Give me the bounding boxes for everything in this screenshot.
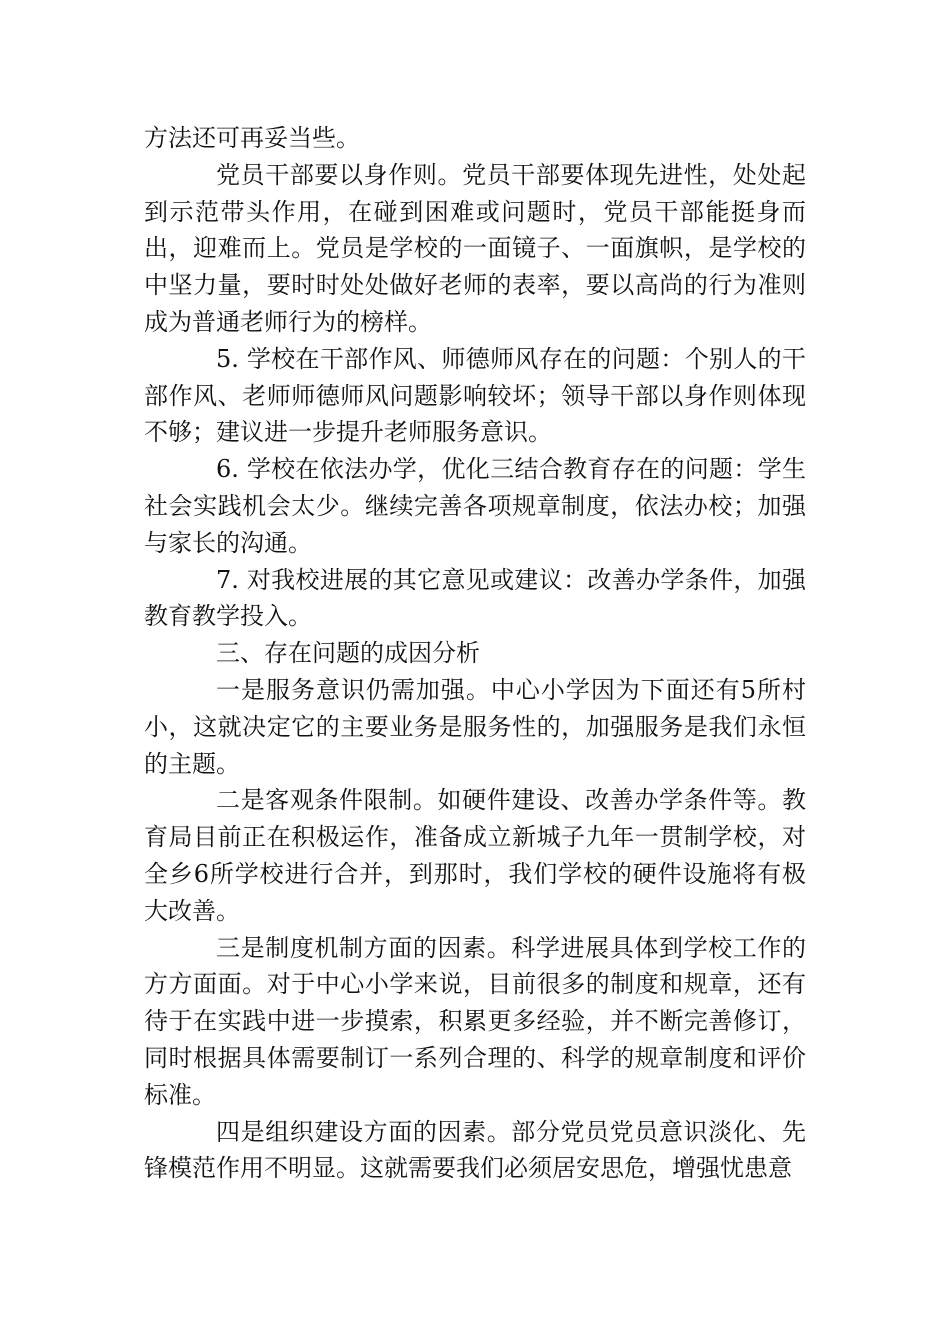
paragraph-cause-1: 一是服务意识仍需加强。中心小学因为下面还有5所村小，这就决定它的主要业务是服务性的，加强服务是我们永恒的主题。: [144, 675, 806, 778]
paragraph-cause-4: 四是组织建设方面的因素。部分党员党员意识淡化、先锋模范作用不明显。这就需要我们必须居安思危，增强忧患意: [144, 1117, 806, 1183]
paragraph-continuation: 方法还可再妥当些。: [144, 124, 360, 152]
paragraph-party-cadres: 党员干部要以身作则。党员干部要体现先进性，处处起到示范带头作用，在碰到困难或问题时，党员干部能挺身而出，迎难而上。党员是学校的一面镜子、一面旗帜，是学校的中坚力量，要时时处处做好老师的表率，要以高尚的行为准则成为普通老师行为的榜样。: [144, 160, 806, 336]
paragraph-item-7: 7. 对我校进展的其它意见或建议：改善办学条件，加强教育教学投入。: [144, 565, 806, 631]
section-heading-cause-analysis: 三、存在问题的成因分析: [216, 639, 480, 668]
document-body: [144, 120, 806, 1187]
paragraph-item-5: 5. 学校在干部作风、师德师风存在的问题：个别人的干部作风、老师师德师风问题影响较坏；领导干部以身作则体现不够；建议进一步提升老师服务意识。: [144, 344, 806, 447]
paragraph-cause-2: 二是客观条件限制。如硬件建设、改善办学条件等。教育局目前正在积极运作，准备成立新城子九年一贯制学校，对全乡6所学校进行合并，到那时，我们学校的硬件设施将有极大改善。: [144, 786, 806, 925]
paragraph-cause-3: 三是制度机制方面的因素。科学进展具体到学校工作的方方面面。对于中心小学来说，目前很多的制度和规章，还有待于在实践中进一步摸索，积累更多经验，并不断完善修订，同时根据具体需要制订一系列合理的、科学的规章制度和评价标准。: [144, 933, 806, 1109]
paragraph-item-6: 6. 学校在依法办学，优化三结合教育存在的问题：学生社会实践机会太少。继续完善各项规章制度，依法办校；加强与家长的沟通。: [144, 455, 806, 557]
